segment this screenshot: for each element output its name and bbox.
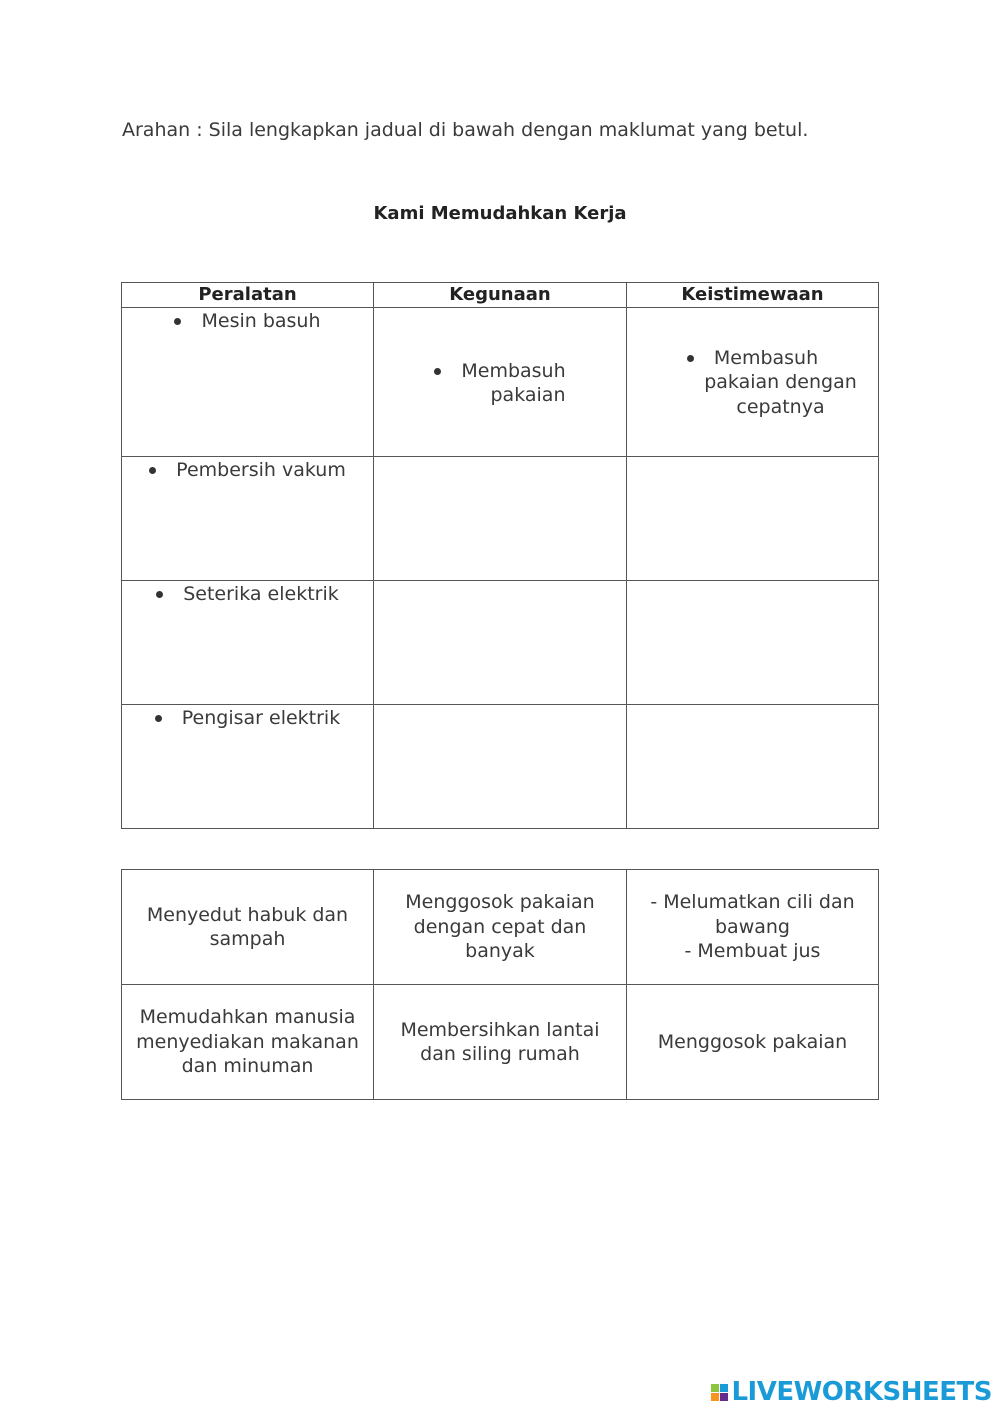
- header-kegunaan: Kegunaan: [374, 283, 627, 308]
- table-row: [122, 705, 879, 829]
- answer-card[interactable]: Membersihkan lantai dan siling rumah: [374, 985, 627, 1100]
- logo-text: LIVEWORKSHEETS: [731, 1377, 992, 1407]
- bullet-icon: [434, 368, 441, 375]
- equipment-table: [121, 282, 879, 829]
- drop-zone-kegunaan[interactable]: [374, 581, 627, 705]
- table-row: [122, 581, 879, 705]
- bullet-icon: [687, 355, 694, 362]
- bullet-icon: [156, 591, 163, 598]
- answer-card[interactable]: - Melumatkan cili dan bawang - Membuat jus: [627, 870, 879, 985]
- answer-card[interactable]: Memudahkan manusia menyediakan makanan dan minuman: [122, 985, 374, 1100]
- bullet-icon: [174, 318, 181, 325]
- answer-row: [122, 985, 879, 1100]
- instruction-text: Arahan : Sila lengkapkan jadual di bawah dengan maklumat yang betul.: [122, 119, 809, 141]
- header-keistimewaan: Keistimewaan: [627, 283, 879, 308]
- answer-card[interactable]: Menggosok pakaian: [627, 985, 879, 1100]
- liveworksheets-logo: [711, 1377, 992, 1407]
- worksheet-title: Kami Memudahkan Kerja: [373, 203, 627, 224]
- equipment-name: Mesin basuh: [201, 310, 321, 332]
- drop-zone-keistimewaan[interactable]: [627, 581, 879, 705]
- drop-zone-keistimewaan[interactable]: [627, 457, 879, 581]
- cell-kegunaan: [374, 308, 627, 457]
- answer-card[interactable]: Menggosok pakaian dengan cepat dan banyak: [374, 870, 627, 985]
- answer-row: [122, 870, 879, 985]
- equipment-name: Pengisar elektrik: [181, 707, 341, 729]
- cell-peralatan: [122, 308, 374, 457]
- drop-zone-keistimewaan[interactable]: [627, 705, 879, 829]
- bullet-icon: [149, 467, 156, 474]
- header-peralatan: Peralatan: [122, 283, 374, 308]
- feature-text-line2: pakaian dengan: [704, 371, 857, 393]
- table-row: [122, 457, 879, 581]
- bullet-icon: [155, 715, 162, 722]
- equipment-name: Seterika elektrik: [183, 583, 339, 605]
- cell-keistimewaan: [627, 308, 879, 457]
- drop-zone-kegunaan[interactable]: [374, 705, 627, 829]
- answer-bank-table: [121, 869, 879, 1100]
- table-row: [122, 308, 879, 457]
- answer-card[interactable]: Menyedut habuk dan sampah: [122, 870, 374, 985]
- equipment-name: Pembersih vakum: [176, 459, 346, 481]
- cell-peralatan: [122, 705, 374, 829]
- cell-peralatan: [122, 581, 374, 705]
- drop-zone-kegunaan[interactable]: [374, 457, 627, 581]
- feature-text-line3: cepatnya: [736, 395, 825, 418]
- usage-text-line2: pakaian: [490, 384, 566, 406]
- table-header-row: [122, 283, 879, 308]
- cell-peralatan: [122, 457, 374, 581]
- feature-text-line1: Membasuh: [713, 347, 819, 369]
- logo-mark-icon: [711, 1384, 728, 1401]
- usage-text-line1: Membasuh: [461, 360, 566, 382]
